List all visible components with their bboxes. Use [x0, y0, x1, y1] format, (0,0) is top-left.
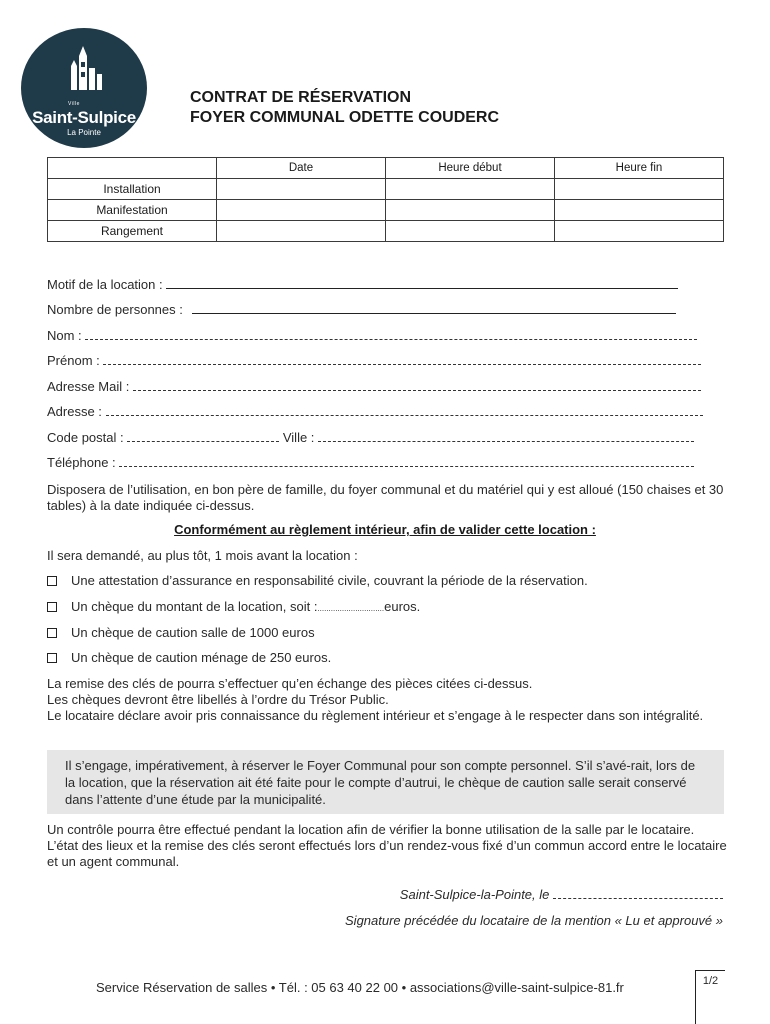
row-label-installation: Installation	[48, 179, 217, 200]
nombre-field[interactable]	[47, 302, 676, 317]
mail-label: Adresse Mail :	[47, 379, 130, 394]
nom-line[interactable]	[85, 330, 697, 340]
controle-line-2: L’état des lieux et la remise des clés seront effectués lors d’un rendez-vous fixé d’un commun accord entre le locataire et un agent communal.	[47, 838, 727, 869]
remise-line-3: Le locataire déclare avoir pris connaissance du règlement intérieur et s’engage à le respecter dans son intégralité.	[47, 708, 704, 723]
motif-line[interactable]	[166, 279, 678, 289]
check-item-caution-menage[interactable]	[47, 650, 331, 665]
table-row	[48, 221, 724, 242]
row-label-rangement: Rangement	[48, 221, 217, 242]
adresse-line[interactable]	[106, 406, 703, 416]
remise-line-1: La remise des clés de pourra s’effectuer qu’en échange des pièces citées ci-dessus.	[47, 676, 533, 691]
start-cell[interactable]	[386, 200, 555, 221]
demande-text: Il sera demandé, au plus tôt, 1 mois avant la location :	[47, 548, 358, 563]
page-number: 1/2	[695, 970, 725, 1024]
end-cell[interactable]	[555, 179, 724, 200]
schedule-table	[47, 157, 724, 242]
prenom-line[interactable]	[103, 355, 701, 365]
place-date-field[interactable]	[400, 887, 723, 902]
tel-label: Téléphone :	[47, 455, 116, 470]
date-cell[interactable]	[217, 179, 386, 200]
checkbox[interactable]	[47, 653, 57, 663]
check-label: Un chèque de caution ménage de 250 euros.	[71, 650, 332, 665]
date-cell[interactable]	[217, 200, 386, 221]
controle-paragraph	[47, 822, 727, 870]
header-heure-debut: Heure début	[386, 158, 555, 179]
ville-line[interactable]	[318, 432, 694, 442]
checkbox[interactable]	[47, 576, 57, 586]
start-cell[interactable]	[386, 179, 555, 200]
header-heure-fin: Heure fin	[555, 158, 724, 179]
start-cell[interactable]	[386, 221, 555, 242]
reglement-heading: Conformément au règlement intérieur, afin de valider cette location :	[174, 522, 596, 537]
adresse-field[interactable]	[47, 404, 703, 419]
row-label-manifestation: Manifestation	[48, 200, 217, 221]
motif-field[interactable]	[47, 277, 678, 292]
logo-small-text: Ville	[68, 101, 80, 107]
nom-label: Nom :	[47, 328, 82, 343]
end-cell[interactable]	[555, 221, 724, 242]
check-item-assurance[interactable]	[47, 573, 588, 588]
motif-label: Motif de la location :	[47, 277, 163, 292]
table-row	[48, 200, 724, 221]
footer-contact: Service Réservation de salles • Tél. : 05 63 40 22 00 • associations@ville-saint-sulpice-81.fr	[96, 980, 624, 995]
date-line[interactable]	[553, 889, 723, 899]
logo-subtitle: La Pointe	[67, 128, 101, 137]
tel-field[interactable]	[47, 455, 694, 470]
nombre-label: Nombre de personnes :	[47, 302, 183, 317]
adresse-label: Adresse :	[47, 404, 102, 419]
remise-line-2: Les chèques devront être libellés à l’ordre du Trésor Public.	[47, 692, 389, 707]
header-date: Date	[217, 158, 386, 179]
amount-dots[interactable]: ..............................	[317, 604, 385, 613]
table-row	[48, 179, 724, 200]
document-title	[190, 88, 499, 128]
ville-label: Ville :	[282, 430, 315, 445]
remise-paragraph	[47, 676, 727, 724]
check-label: Un chèque du montant de la location, soit :	[71, 599, 318, 614]
check-label: Un chèque de caution salle de 1000 euros	[71, 625, 315, 640]
table-header-row	[48, 158, 724, 179]
dispose-paragraph: Disposera de l’utilisation, en bon père de famille, du foyer communal et du matériel qui y est alloué (150 chaises et 30 tables) à la date indiquée ci-dessus.	[47, 482, 724, 513]
place-date-label: Saint-Sulpice-la-Pointe, le	[399, 887, 550, 902]
municipality-logo	[21, 28, 147, 148]
nom-field[interactable]	[47, 328, 697, 343]
check-item-caution-salle[interactable]	[47, 625, 315, 640]
nombre-line[interactable]	[192, 304, 676, 314]
cp-label: Code postal :	[47, 430, 124, 445]
cp-line[interactable]	[127, 432, 279, 442]
title-line-2: FOYER COMMUNAL ODETTE COUDERC	[190, 109, 500, 126]
logo-name: Saint-Sulpice	[32, 108, 136, 127]
check-label: Une attestation d’assurance en responsabilité civile, couvrant la période de la réservation.	[71, 573, 588, 588]
tel-line[interactable]	[119, 457, 694, 467]
notice-box: Il s’engage, impérativement, à réserver le Foyer Communal pour son compte personnel. S’il s’avé-rait, lors de la location, que la réservation ait été faite pour le compte d’autrui, le chèque de caution salle serait conservé dans l’attente d’une étude par la municipalité.	[47, 750, 724, 814]
mail-line[interactable]	[133, 381, 701, 391]
signature-label: Signature précédée du locataire de la mention « Lu et approuvé »	[345, 913, 723, 928]
prenom-label: Prénom :	[47, 353, 100, 368]
date-cell[interactable]	[217, 221, 386, 242]
mail-field[interactable]	[47, 379, 701, 394]
prenom-field[interactable]	[47, 353, 701, 368]
checkbox[interactable]	[47, 602, 57, 612]
end-cell[interactable]	[555, 200, 724, 221]
cp-ville-field[interactable]	[47, 430, 694, 445]
table-corner-cell	[48, 158, 217, 179]
checkbox[interactable]	[47, 628, 57, 638]
check-item-cheque-location[interactable]	[47, 599, 420, 614]
controle-line-1: Un contrôle pourra être effectué pendant la location afin de vérifier la bonne utilisation de la salle par le locataire.	[47, 822, 695, 837]
check-label-suffix: euros.	[384, 599, 421, 614]
title-line-1: CONTRAT DE RÉSERVATION	[190, 89, 412, 106]
